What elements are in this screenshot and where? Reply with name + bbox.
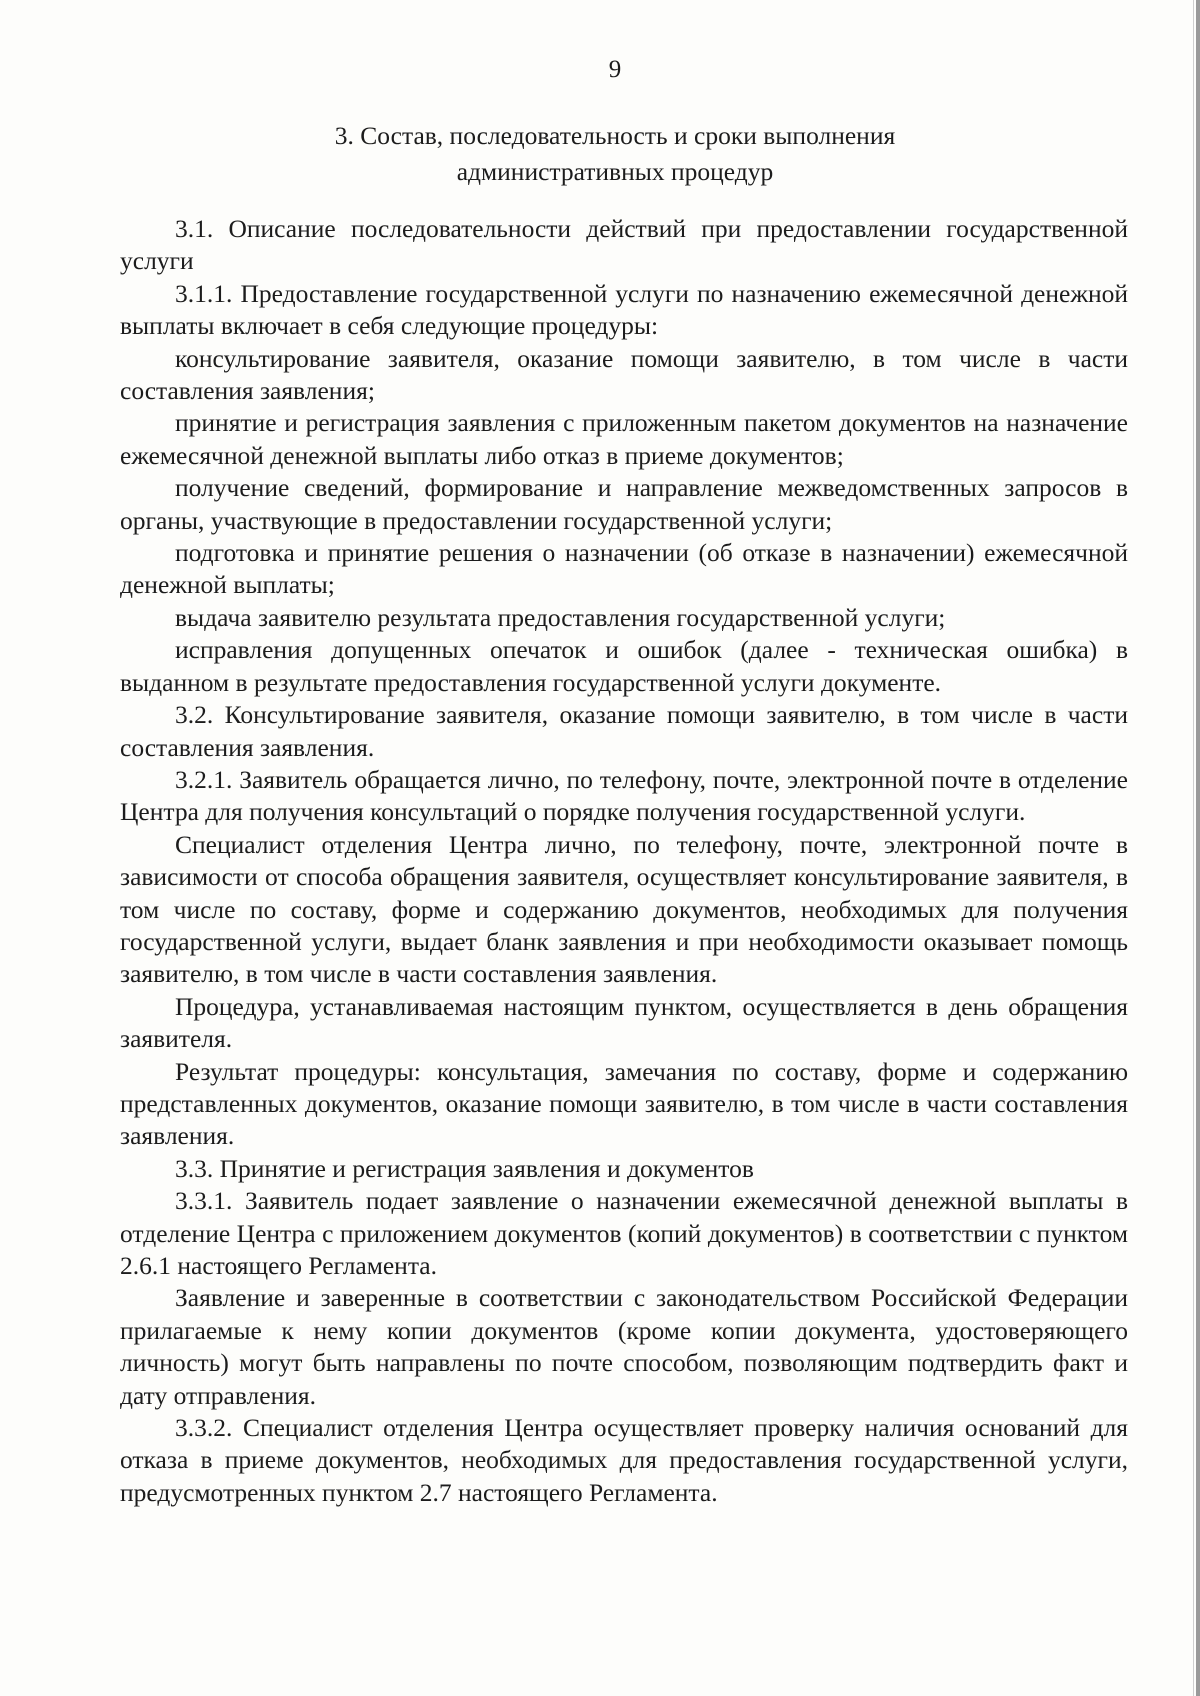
- paragraph-3-3-2: 3.3.2. Специалист отделения Центра осуществляет проверку наличия оснований для отказа в приеме документов, необходимых для предоставления государственной услуги, предусмотренных пунктом 2.7 настоящего Регламента.: [120, 1413, 1128, 1507]
- section-heading-line-2: административных процедур: [456, 157, 774, 186]
- page-number: 9: [608, 56, 622, 83]
- procedure-item: подготовка и принятие решения о назначении (об отказе в назначении) ежемесячной денежной выплаты;: [120, 538, 1128, 600]
- document-body: [120, 213, 1128, 1509]
- procedure-item: консультирование заявителя, оказание помощи заявителю, в том числе в части составления заявления;: [120, 343, 1128, 406]
- paragraph-3-1: 3.1. Описание последовательности действий при предоставлении государственной услуги: [120, 214, 1128, 276]
- paragraph-text: Процедура, устанавливаемая настоящим пунктом, осуществляется в день обращения заявителя.: [120, 991, 1128, 1054]
- scan-edge-shadow: [1193, 0, 1194, 1696]
- procedure-item: выдача заявителю результата предоставления государственной услуги;: [175, 602, 946, 632]
- paragraph-3-3-1: 3.3.1. Заявитель подает заявление о назначении ежемесячной денежной выплаты в отделение Центра с приложением документов (копий документов) в соответствии с пунктом 2.6.1 настоящего Регламента.: [120, 1186, 1128, 1280]
- procedure-item: принятие и регистрация заявления с приложенным пакетом документов на назначение ежемесячной денежной выплаты либо отказ в приеме документов;: [120, 408, 1128, 470]
- paragraph-3-2-1: 3.2.1. Заявитель обращается лично, по телефону, почте, электронной почте в отделение Центра для получения консультаций о порядке получения государственной услуги.: [120, 764, 1128, 827]
- paragraph-3-3: 3.3. Принятие и регистрация заявления и документов: [175, 1153, 754, 1183]
- paragraph-text: Специалист отделения Центра лично, по телефону, почте, электронной почте в зависимости от способа обращения заявителя, осуществляет консультирование заявителя, в том числе по составу, форме и содержанию документов, необходимых для получения государственной услуги, выдает бланк заявления и при необходимости оказывает помощь заявителю, в том числе в части составления заявления.: [120, 829, 1128, 989]
- section-heading: [0, 118, 1200, 190]
- paragraph-3-2: 3.2. Консультирование заявителя, оказание помощи заявителю, в том числе в части составления заявления.: [120, 700, 1128, 762]
- paragraph-text: Результат процедуры: консультация, замечания по составу, форме и содержанию представленных документов, оказание помощи заявителю, в том числе в части составления заявления.: [120, 1056, 1128, 1151]
- scan-edge: [1196, 0, 1200, 1696]
- section-heading-line-1: 3. Состав, последовательность и сроки выполнения: [334, 121, 896, 150]
- procedure-item: исправления допущенных опечаток и ошибок (далее - техническая ошибка) в выданном в результате предоставления государственной услуги документе.: [120, 635, 1128, 697]
- procedure-item: получение сведений, формирование и направление межведомственных запросов в органы, участвующие в предоставлении государственной услуги;: [120, 473, 1128, 535]
- paragraph-text: Заявление и заверенные в соответствии с законодательством Российской Федерации прилагаемые к нему копии документов (кроме копии документа, удостоверяющего личность) могут быть направлены по почте способом, позволяющим подтвердить факт и дату отправления.: [120, 1283, 1128, 1410]
- paragraph-3-1-1: 3.1.1. Предоставление государственной услуги по назначению ежемесячной денежной выплаты включает в себя следующие процедуры:: [120, 278, 1128, 341]
